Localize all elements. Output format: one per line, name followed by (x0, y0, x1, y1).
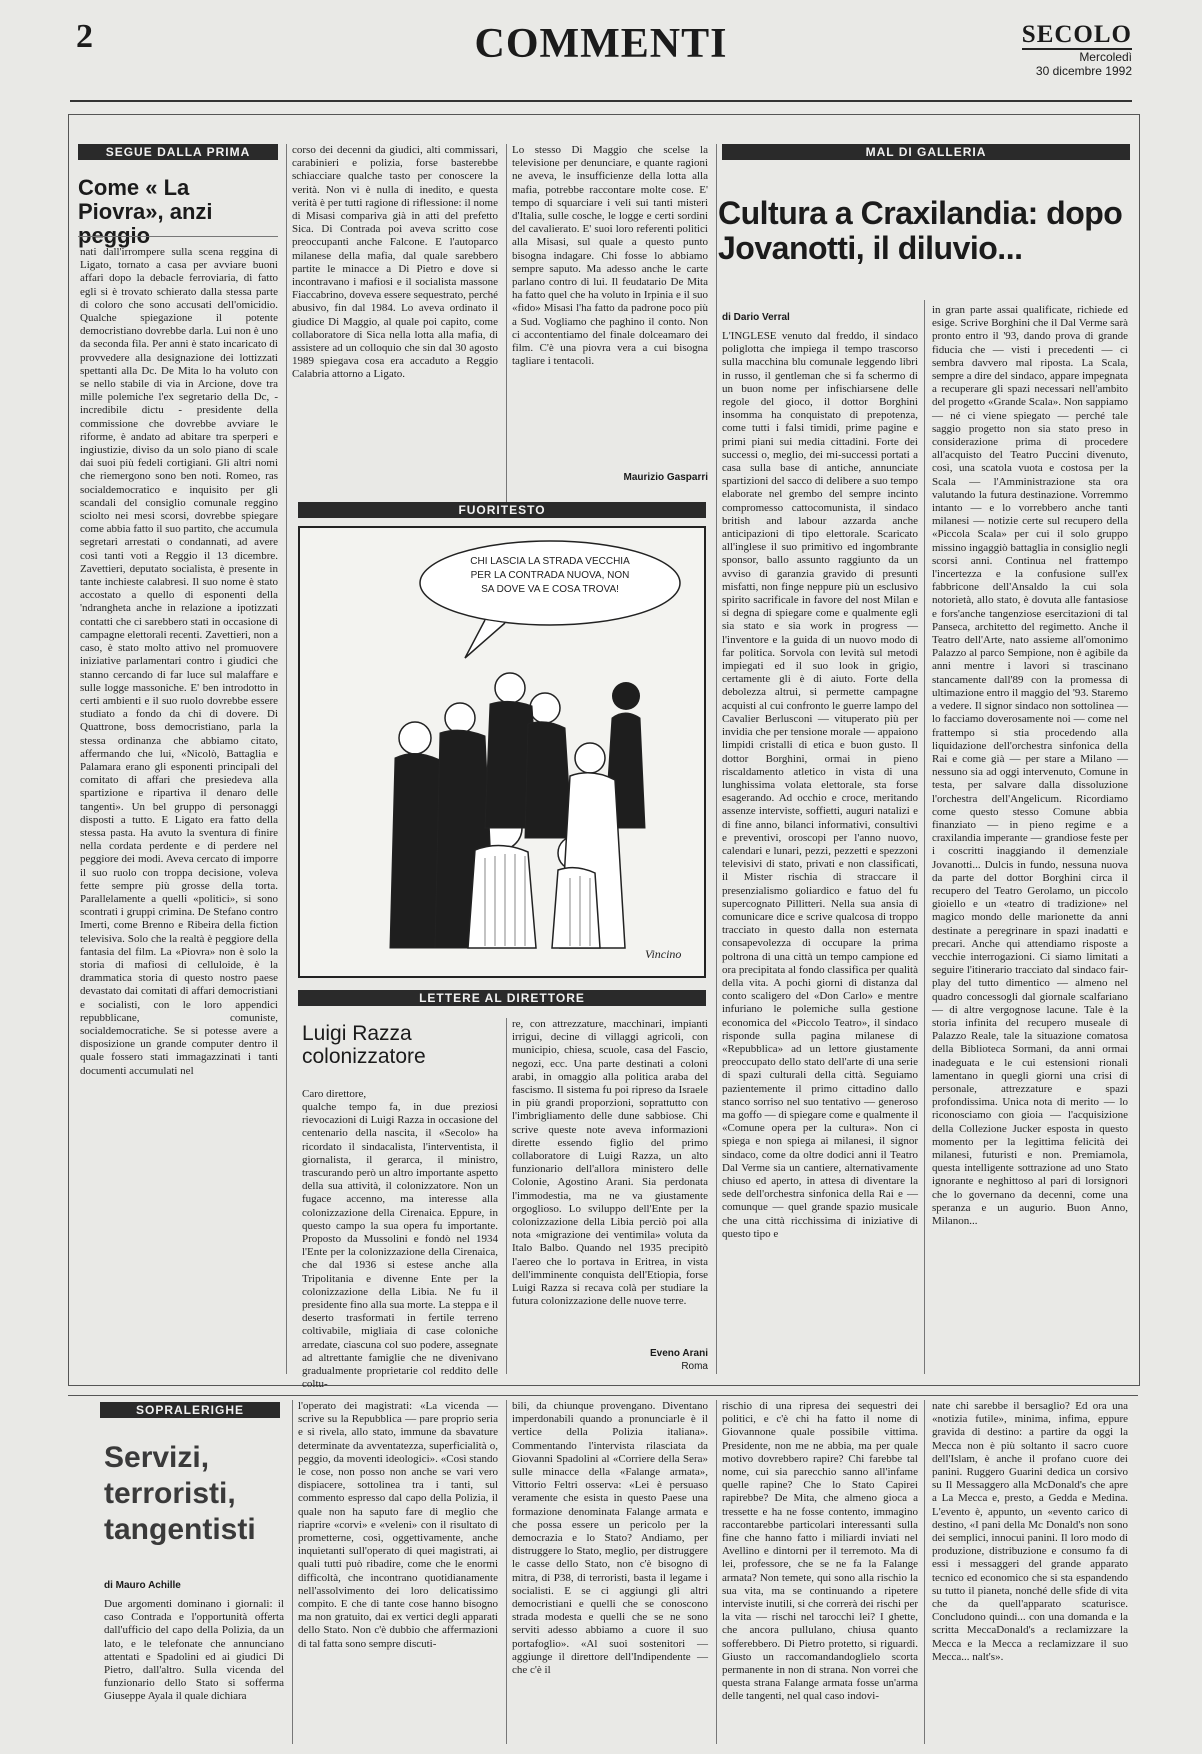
article-craxi-col1: L'INGLESE venuto dal freddo, il sindaco poliglotta che impiega il tempo trascorso sulla macchina blu comunale leggendo libri in russo, il gentleman che si fa schermo di un buon nome per infischiarsene delle regole del gioco, il dottor Borghini insomma ha conquistato di prepotenza, come tutti i falsi timidi, prime pagine e primi piani sui media cittadini. Forte dei successi o, meglio, dei mi-successi portati a casa sulla base di antiche, annunciate spartizioni del sacco di delibere a suo tempo elaborate nel grembo del sempre incinto compromesso cattocomunista, il sindaco british and labour azzarda anche anticipazioni di tipo elettorale. Scaricato all'inglese il suo primitivo ed ingombrante sponsor, ballo assunto raggiunto da un avviso di garanzia gravido di presunti misfatti, non finge neppure più un esclusivo spirito sacrificale in favore del nost Milan e si degna di spiegare come e qualmente egli sia stato e sia work in progress — l'inventore e la guida di un nuovo modo di far politica. Sorvola con levità sul metodi impiegati ed il suo look in grigio, certamente gli è di aiuto. Forte della debolezza altrui, si permette campagne acquisti al cui confronto le guerre lampo del Cavalier Berlusconi — vituperato più per invidia che per tensione morale — appaiono limpidi cristalli di etica e buon gusto. Il dottor Borghini, ormai in pieno riscaldamento atletico in vista di una lunghissima volata elettorale, sta forse esagerando. Ad occhio e croce, meritando assenze interviste, soffietti, auguri natalizi e di fine anno, bilanci informativi, consultivi e preventivi, oroscopi per l'anno nuovo, calendari e lunari, pezzi, pezzetti e spezzoni televisivi di stato, privati e non classificati, il Mister rischia di straccare il presenzialismo goliardico e fatuo del fu supercognato Pillitteri. Nella sua ansia di comunicare dice e scrive qualcosa di troppo tracciato in questo dalla non esternata consapevolezza di occupare la prima poltrona di una città un tempo campione ed ora precipitata al fondo classifica per qualità della vita. A pochi giorni di distanza dal conto scaligero del «Don Carlo» e mentre infuriano le polemiche sulla gestione economica del «Piccolo Teatro», il sindaco risponde sulla pagina milanese di «Repubblica» ad un lettore giustamente preoccupato dello stato dell'arte di una serie di spazi culturali della città. Seguiamo pazientemente il primo cittadino dallo stanco sorriso nel suo tentativo — generoso ma goffo — di spiegare come e qualmente il «Comune opera per la cultura». Non ci spiega e non spiega ai milanesi, il signor sindaco, come da oltre dodici anni il Teatro Dal Verme sia un cantiere, alternativamente chiuso ed aperto, in attesa di diventare la sede dell'orchestra sinfonica della Rai e — comunque — quel grande spazio musicale che una città ricchissima di iniziative di questo tipo e (722, 330, 918, 1240)
letter-col1: qualche tempo fa, in due preziosi rievocazioni di Luigi Razza in occasione del centenario della nascita, il «Secolo» ha ricordato il sindacalista, l'interventista, il giornalista, il gerarca, il ministro, trascurando però un altro importante aspetto della sua attività, il colonizzatore. Non un fugace accenno, ma interesse alla colonizzazione della Cirenaica. Eppure, in questo campo la sua opera fu importante. Proposto da Mussolini e fondò nel 1934 l'Ente per la colonizzazione della Cirenaica, che dal 1936 si estese anche alla Tripolitania e divenne Ente per la colonizzazione della Libia. Ne fu il presidente fino alla sua morte. La steppa e il deserto trasformati in fertile terreno coltivabile, migliaia di case coloniche arredate, ciascuna col suo podere, assegnate ad altrettante famiglie che ne divenivano gradualmente proprietarie col reddito delle coltu- (302, 1101, 498, 1391)
cartoon-speech-line1: CHI LASCIA LA STRADA VECCHIA (470, 556, 630, 567)
column-rule (286, 144, 287, 1374)
cartoon-frame (298, 526, 706, 978)
cartoon-speech-line3: SA DOVE VA E COSA TROVA! (481, 584, 619, 595)
column-rule (506, 1400, 507, 1744)
letter-city: Roma (681, 1361, 708, 1372)
headline-servizi: Servizi, terroristi, tangentisti (104, 1441, 256, 1546)
article-servizi-col3: bili, da chiunque provengano. Diventano imperdonabili quando a pronunciarle è il vertice della Polizia italiana». Commentando l'intervista rilasciata da Giovanni Spadolini al «Corriere della Sera» sulle minacce della «Falange armata», Vittorio Feltri osserva: «Lei è persuaso veramente che esista in questo Paese una formazione denominata Falange armata e che possa essere un pericolo per la democrazia e lo Stato? Andiamo, per distruggere lo Stato, meglio, per distruggere le casse dello Stato, non c'è bisogno di mitra, di P38, di terroristi, basta il legame i socialisti. E se ci aggiungi gli altri democristiani e quelli che se conoscono strada modesta e quelli che se ne sono serviti adesso abbiamo a cuore il suo portafoglio». «Al suoi sostenitori — aggiunge il direttore dell'Indipendente — che c'è il (512, 1400, 708, 1677)
article-servizi-col4: rischio di una ripresa dei sequestri dei politici, e c'è chi ha fatto il nome di Giovannone quale possibile vittima. Presidente, non me ne abbia, ma per quale motivo dovrebbero rapire? Chi farebbe tal nome, cui sia parecchio sanno all'infame quelle rapine? Che lo Stato Capirei rapirebbe? De Mita, che almeno gioca a tressette e ha ne fosse contento, immagino raccontarebbe particolari interessanti sulla fine che hanno fatto i miliardi inviati nel Avellino e dintorni per il terremoto. Ma di lei, professore, che se ne fa la Falange armata? Non temete, qui sono alla rischio la sua vita, ma se continuando a ripetere interviste inutili, si che correrà dei rischi per la vita — rischi nel tarocchi lei? I ghette, che ancora pullulano, chiusa quanto sofferebbero. Di Pietro protetto, si riguardi. Giusto un raccomandandoglielo scorta permanente in non di strana. Non vorrei che questa strana Falange armata fosse un'arma delle tangenti, nel qual caso indovi- (722, 1400, 918, 1703)
letter-salutation: Caro direttore, (302, 1088, 367, 1100)
article-craxi-col2: in gran parte assai qualificate, richiede ed esige. Scrive Borghini che il Dal Verme sarà pronto entro il '93, dando prova di grande fiducia che — visti i precedenti — ci sembra davvero mal riposta. La Scala, sempre a dire del sindaco, appare impegnata a recuperare gli spazi necessari nell'ambito del progetto «Grande Scala». Non sappiamo — né ci viene spiegato — perché tale saggio progetto non sia stato preso in considerazione prima di procedere all'acquisto del Teatro Puccini divenuto, così, una scatola vuota e costosa per la Scala — l'Amministrazione sta ora valutando la futura destinazione. Vorremmo intanto — e lo vorrebbero anche tanti milanesi — notizie certe sul recupero della «Piccola Scala» per cui il solo gruppo missino ingaggiò battaglia in consiglio negli scorsi anni. Continua nel frattempo l'incertezza e la confusione sull'ex fabbricone dell'Ansaldo la cui sola notorietà, allo stato, è dovuta alle fantasiose e fors'anche tangenziose esercitazioni di tal Panseca, architetto del regimetto. Anche il Teatro dell'Arte, nato assieme all'omonimo Palazzo al parco Sempione, non è agibile da anni mentre i lavori si trascinano stancamente dall'89 con la promessa di ultimazione entro il maggio del '93. Staremo a vedere. Il signor sindaco non sottolinea — lo facciamo doverosamente noi — come nel frattempo si stia procedendo alla liquidazione dell'orchestra sinfonica della Rai e come già — per stare a Milano — nessuno sia ad oggi intervenuto, Comune in testa, per salvare dalla dissoluzione l'orchestra dell'Angelicum. Ricordiamo come questo stesso Comune abbia finanziato — in pieno regime e a craxilandia imperante — grandiose feste per i coscritti inaggiando il demenziale Jovanotti... Dulcis in fundo, nessuna nuova da parte del dottor Borghini circa il recupero del Teatro Gerolamo, un piccolo gioiello e un «teatro di tradizione» nel magico mondo delle marionette da anni destinate a peregrinare in spazi inadatti e precari. Anche qui attendiamo risposte a vecchie interrogazioni. Ci siamo limitati a seguire l'itinerario tracciato dal sindaco fair-play del tutto dimentico — almeno nel quadro concessogli dal giornale scalfariano — di altre vergognose lacune. Tale è la storia infinita del recupero museale di Palazzo Reale, tale la situazione comatosa della Biblioteca Sormani, da anni ormai inadeguata e le cui estensioni rionali lamentano in quegli giorni una crisi di personale, attrezzature e spazi profondissima. Unica nota di merito — lo riconosciamo con gioia — l'acquisizione della Collezione Jucker esposta in questo momento per la legittima felicità dei milanesi, futuristi e non. Premiamola, questa intelligente sottrazione ad uno Stato ignorante e neghittoso al pari di lorsignori che lo governano da decenni, come una speranza e un augurio. Buon Anno, Milanon... (932, 304, 1128, 1228)
column-rule (506, 144, 507, 516)
section-title: COMMENTI (474, 21, 728, 67)
signature-gasparri: Maurizio Gasparri (623, 472, 708, 483)
letter-signature: Eveno Arani (650, 1348, 708, 1359)
band-fuoritesto: FUORITESTO (298, 502, 706, 518)
column-rule (924, 1400, 925, 1744)
headline-piovra: Come « La Piovra», anzi peggio (78, 175, 213, 249)
column-rule (716, 144, 717, 1374)
column-rule (924, 300, 925, 1374)
article-servizi-col2: l'operato dei magistrati: «La vicenda — scrive su la Repubblica — pare proprio seria e si rivela, allo stato, immune da sbavature determinate da avventatezza, superficialità o, peggio, da moventi ideologici». «Così stando le cose, non posso non anche se vari vero dispiacere, sottolinea tra i tanti, sul commento espresso dal capo della Polizia, il quale non ha saputo fare di meglio che riaprire «corvi» e «veleni» con il risultato di prometterne, così, oggettivamente, anche inquietanti sull'operato di quei magistrati, ai quali tutti può ribadire, come che le enormi difficoltà, che incontrano quotidianamente nell'assolvimento dei loro delicatissimo compito. E che di tante cose hanno bisogno ma non gratuito, dai ex vertici degli apparati dello Stato. Non c'è dubbio che affermazioni di tal fatta sono sempre discuti- (298, 1400, 498, 1650)
masthead-logo: SECOLO (1021, 21, 1132, 48)
column-rule (292, 1400, 293, 1744)
letter-col2: re, con attrezzature, macchinari, impianti irrigui, decine di villaggi agricoli, con municipio, chiesa, scuole, casa del Fascio, negozi, ecc. Una parte destinati a coloni arabi, in omaggio alla politica araba del fascismo. Il sistema fu poi ripreso da Israele in più grandi proporzioni, soprattutto con l'imbrigliamento delle dune sabbiose. Chi scrive queste note aveva informazioni dirette essendo figlio del primo collaboratore di Luigi Razza, un alto funzionario dell'allora ministero delle Colonie, Agostino Arani. Sia perdonata l'immodestia, ma ne va giustamente orgoglioso. Lo sviluppo dell'Ente per la colonizzazione della Libia perciò poi alla nota «migrazione dei ventimila» voluta da Italo Balbo. Quando nel 1935 precipitò l'aereo che lo portava in Eritrea, in vista dell'imminente conquista dell'Etiopia, forse Luigi Razza si recava colà per studiare la futura colonizzazione delle nuove terre. (512, 1018, 708, 1308)
headline-razza: Luigi Razza colonizzatore (302, 1022, 426, 1069)
masthead-date: 30 dicembre 1992 (1035, 64, 1132, 78)
header-rule (70, 100, 1132, 102)
byline-achille: di Mauro Achille (104, 1580, 181, 1591)
masthead (1022, 22, 1132, 78)
cartoon-speech-line2: PER LA CONTRADA NUOVA, NON (470, 570, 630, 581)
page-number: 2 (76, 18, 93, 55)
article-piovra-col1: nati dall'irrompere sulla scena reggina di Ligato, tornato a casa per avviare buoni affari dopo la debacle ferroviaria, di fatto egli si è trovato schierato dalla stessa parte di coloro che sono accusati dell'omicidio. Qualche spiegazione il potente democristiano dovrebbe darla. Lui non è uno da seconda fila. Per anni è stato incaricato di provvedere alla designazione dei lottizzati spettanti alla Dc. De Mita lo ha voluto con se nello stabile di via in Arcione, dove tra mille polemiche l'ex segretario della Dc, - incredibile dictu - presidente della commissione che dovrebbe avviare le riforme, è andato ad abitare tra sperperi e ingiustizie, diviso da un solo piano di scale dai suoi più fedeli cortigiani. Gli altri nomi che riemergono sono ben noti. Romeo, ras socialdemocratico e inquisito per gli scandali del consiglio comunale reggino sciolto nei mesi scorsi, dovrebbe spiegare come abbia fatto il suo partito, che accumula segretari arrestati o condannati, ad avere così tanti voti a Reggio il 13 dicembre. Zavettieri, deputato socialista, è presente in tante inchieste calabresi. Il suo nome è stato accostato a quello di esponenti della 'ndrangheta anche in relazione a ipotizzati contatti che ci sarebbero stati in occasione di campagne elettorali recenti. Zavettieri, non a caso, è stato molto attivo nel promuovere iniziative parlamentari contro i giudici che stanno cercando di far luce sul malaffare e sulle logge massoniche. E' ben introdotto in certi ambienti e il suo ruolo dovrebbe essere studiato a fondo da chi di dovere. Di Quattrone, boss democristiano, parla la stessa ordinanza che abbiamo citato, affermando che lui, «Nicolò, Battaglia e Palamara erano gli esponenti principali del comitato di affari che presiedeva alla spartizione e ripartiva il denaro delle tangenti». Un bel gruppo di personaggi disposti a tutto. E Ligato era fatto della stessa pasta. Ha avuto la sventura di finire nella cordata perdente e di perdere nel peggiore dei modi. Aveva cercato di imporre il suo ruolo con troppa decisione, voleva fette sempre più grosse della torta. Parallelamente a quelli «politici», si sono scontrati i gruppi crimina. De Stefano contro Imerti, come Brenno e Ribeira della fiction televisiva. Solo che la realtà è peggiore della fantasia del film. La «Piovra» non è solo la storia di mafiosi di celluloide, è la drammatica storia di questo nostro paese devastato dai comitati di affari democristiani e socialisti, con le loro appendici repubblicane, comuniste, socialdemocratiche. Se si potesse avere a disposizione un grande computer dentro il quale fossero stati immagazzinati i tanti documenti accumulati nel (80, 246, 278, 1077)
article-piovra-col3: Lo stesso Di Maggio che scelse la televisione per denunciare, e quante ragioni ne aveva, le insufficienze della lotta alla mafia, potrebbe raccontare molte cose. E' tempo di squarciare i veli sui tanti misteri d'Italia, sulle cosche, le logge e certi sordini del cavalierato. E' suoi loro referenti politici alla Misasi, sul quale a questo punto bisogna indagare. Chi fosse lo abbiamo sempre saputo. Ma adesso anche le carte parlano contro di lui. Il feudatario De Mita ha fatto quel che ha voluto in Irpinia e il suo «fido» Misasi l'ha fatto da padrone poco più a Sud. Vogliamo che paghino il conto. Non ci accontentiamo del finale dolceamaro dei film. C'è una piovra vera a cui bisogna tagliare i tentacoli. (512, 144, 708, 368)
band-lettere: LETTERE AL DIRETTORE (298, 990, 706, 1006)
article-servizi-col1: Due argomenti dominano i giornali: il caso Contrada e l'opportunità offerta dall'ufficio del capo della Polizia, da un lato, e le telefonate che annunciano attentati e Spadolini ed ai giudici Di Pietro, dall'altro. Sulla vicenda del funzionario dello Stato si sofferma Giuseppe Ayala il quale dichiara (104, 1598, 284, 1703)
cartoon-illustration (300, 528, 704, 976)
kicker-mal-di-galleria: MAL DI GALLERIA (722, 144, 1130, 160)
article-piovra-col2: corso dei decenni da giudici, alti commissari, carabinieri e polizia, forse basterebbe schiacciare qualche tasto per conoscere la verità. Non vi è nulla di inedito, e questa verità è per tutti ragione di riflessione: il nome di Misasi compariva già in atti del prefetto Sica. Di Contrada poi aveva scritto cose preoccupanti anche Falcone. E l'autoparco milanese della mafia, dal quale sarebbero partite le minacce a Di Pietro e dove si incontravano i mafiosi e il socialista massone Fiaccabrino, doveva essere sequestrato, perché abusivo, fin dal 1984. Lo aveva ordinato il giudice Di Maggio, al quale poi capito, come collaboratore di Sica nella lotta alla mafia, di assistere ad un colloquio che sin dal 30 agosto 1989 spiegava cosa era accaduto a Reggio Calabria attorno a Ligato. (292, 144, 498, 381)
cartoon-artist-signature: Vincino (645, 947, 682, 961)
column-rule (506, 1018, 507, 1374)
headline-rule (78, 236, 278, 237)
kicker-segue: SEGUE DALLA PRIMA (78, 144, 278, 160)
article-servizi-col5: nate chi sarebbe il bersaglio? Ed ora una «notizia futile», minima, infima, eppure gravida di destino: a partire da oggi la Mecca non è più soltanto il sacro cuore dell'Islam, è anche il profano cuore dei panini. Ruggero Guarini dedica un corsivo su Il Messaggero alla McDonald's che apre a La Mecca e, presto, a Gedda e Medina. L'evento è, appunto, un «evento carico di destino, «I pani della Mc Donald's non sono dei semplici, innocui panini. Il loro modo di produzione, distribuzione e consumo fa di essi i messaggeri del grande apparato tecnico ed economico che si sta espandendo su tutto il pianeta, nonché delle sfide di vita che da quell'apparato scaturisce. Concludono quindi... con una domanda e la scritta MeccaDonald's a reclamizzare la Mecca e la Mecca a reclamizzare il suo Mecca... nalt's». (932, 1400, 1128, 1663)
column-rule (716, 1400, 717, 1744)
byline-verral: di Dario Verral (722, 312, 790, 323)
headline-craxilandia: Cultura a Craxilandia: dopo Jovanotti, il diluvio... (718, 195, 1123, 267)
masthead-day: Mercoledì (1079, 50, 1132, 64)
kicker-sopraleriche: SOPRALERIGHE (100, 1402, 280, 1418)
